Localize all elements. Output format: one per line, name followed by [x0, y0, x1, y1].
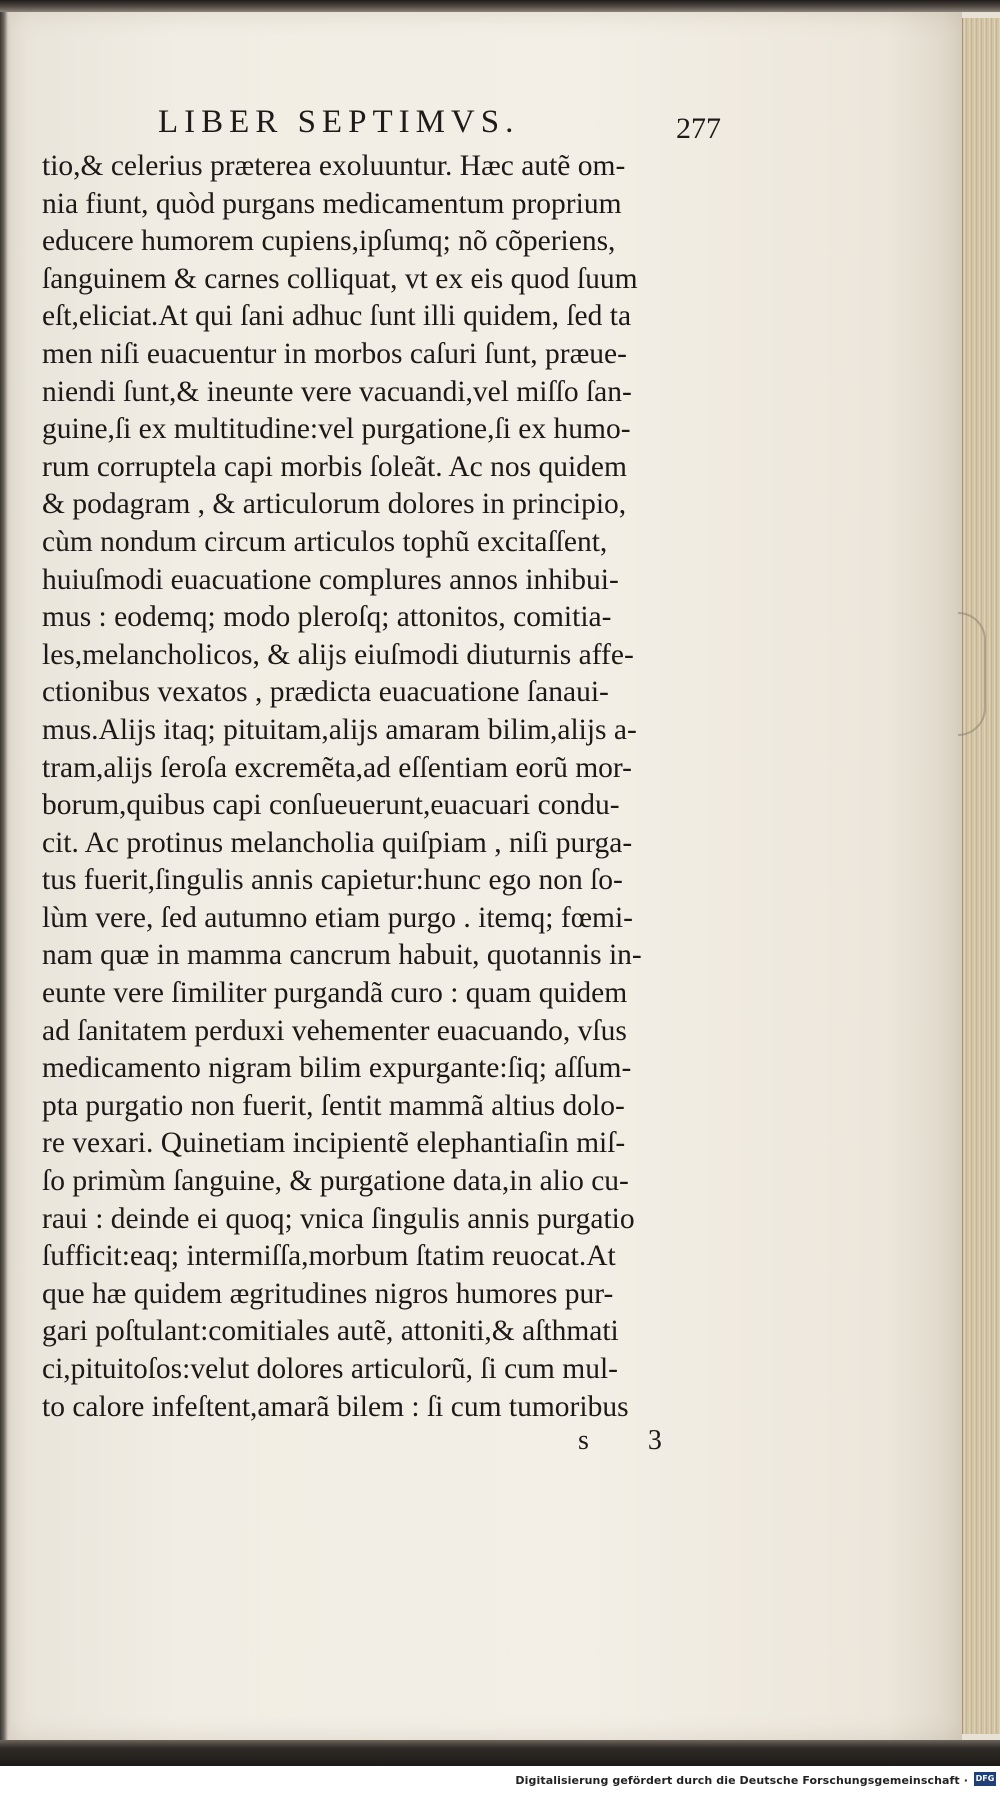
- text-line: eſt,eliciat.At qui ſani adhuc ſunt illi quidem, ſed ta: [42, 300, 632, 333]
- text-line: lùm vere, ſed autumno etiam purgo . itemq; fœmi-: [42, 901, 633, 934]
- text-line: to calore infeſtent,amarã bilem : ſi cum tumoribus: [42, 1390, 629, 1423]
- text-line: educere humorem cupiens,ipſumq; nõ cõperiens,: [42, 225, 616, 258]
- page-fore-edge: [962, 18, 1000, 1734]
- text-line: que hæ quidem ægritudines nigros humores pur-: [42, 1277, 614, 1310]
- text-line: ſufficit:eaq; intermiſſa,morbum ſtatim reuocat.At: [42, 1240, 616, 1273]
- text-line: huiuſmodi euacuatione complures annos inhibui-: [42, 563, 619, 596]
- text-line: men niſi euacuentur in morbos caſuri ſunt, præue-: [42, 337, 627, 370]
- text-line: ſo primùm ſanguine, & purgatione data,in alio cu-: [42, 1165, 629, 1198]
- text-line: mus.Alijs itaq; pituitam,alijs amaram bilim,alijs a-: [42, 713, 637, 746]
- text-line: ad ſanitatem perduxi vehementer euacuando, vſus: [42, 1014, 627, 1047]
- page-number: 277: [676, 112, 721, 145]
- book-bottom-edge: [0, 1740, 1000, 1766]
- text-line: eunte vere ſimiliter purgandã curo : quam quidem: [42, 977, 628, 1010]
- text-line: mus : eodemq; modo pleroſq; attonitos, comitia-: [42, 601, 612, 634]
- running-head: LIBER SEPTIMVS.: [158, 104, 520, 140]
- text-line: & podagram , & articulorum dolores in principio,: [42, 488, 627, 521]
- text-line: tio,& celerius præterea exoluuntur. Hæc autẽ om-: [42, 150, 626, 182]
- text-line: nia fiunt, quòd purgans medicamentum proprium: [42, 187, 622, 220]
- text-line: ſanguinem & carnes colliquat, vt ex eis quod ſuum: [42, 262, 638, 295]
- clasp-mark: [958, 612, 986, 736]
- text-line: cùm nondum circum articulos tophũ excitaſſent,: [42, 525, 608, 558]
- text-line: ctionibus vexatos , prædicta euacuatione ſanaui-: [42, 676, 609, 709]
- text-line: tus fuerit,ſingulis annis capietur:hunc ego non ſo-: [42, 864, 623, 897]
- text-line: tram,alijs ſeroſa excremẽta,ad eſſentiam eorũ mor-: [42, 751, 632, 784]
- text-line: medicamento nigram bilim expurgante:ſiq; aſſum-: [42, 1052, 632, 1085]
- dfg-logo: DFG: [974, 1772, 996, 1786]
- text-line: guine,ſi ex multitudine:vel purgatione,ſi ex humo-: [42, 413, 631, 446]
- signature-mark: s 3: [578, 1425, 688, 1456]
- text-line: gari poſtulant:comitiales autẽ, attoniti,& aſthmati: [42, 1315, 619, 1348]
- text-line: nam quæ in mamma cancrum habuit, quotannis in-: [42, 939, 642, 972]
- text-line: raui : deinde ei quoq; vnica ſingulis annis purgatio: [42, 1202, 635, 1235]
- text-line: rum corruptela capi morbis ſoleãt. Ac nos quidem: [42, 450, 627, 483]
- funding-credit: Digitalisierung gefördert durch die Deutsche Forschungsgemeinschaft ·: [515, 1774, 968, 1787]
- text-line: pta purgatio non fuerit, ſentit mammã altius dolo-: [42, 1089, 625, 1122]
- body-text: [42, 148, 742, 1426]
- text-line: borum,quibus capi conſueuerunt,euacuari condu-: [42, 789, 620, 822]
- text-line: ci,pituitoſos:velut dolores articulorũ, ſi cum mul-: [42, 1353, 618, 1385]
- text-line: re vexari. Quinetiam incipientẽ elephantiaſin miſ-: [42, 1127, 626, 1160]
- text-line: niendi ſunt,& ineunte vere vacuandi,vel miſſo ſan-: [42, 375, 632, 408]
- book-top-edge: [0, 0, 1000, 12]
- text-line: les,melancholicos, & alijs eiuſmodi diuturnis affe-: [42, 638, 634, 671]
- text-line: cit. Ac protinus melancholia quiſpiam , niſi purga-: [42, 826, 633, 859]
